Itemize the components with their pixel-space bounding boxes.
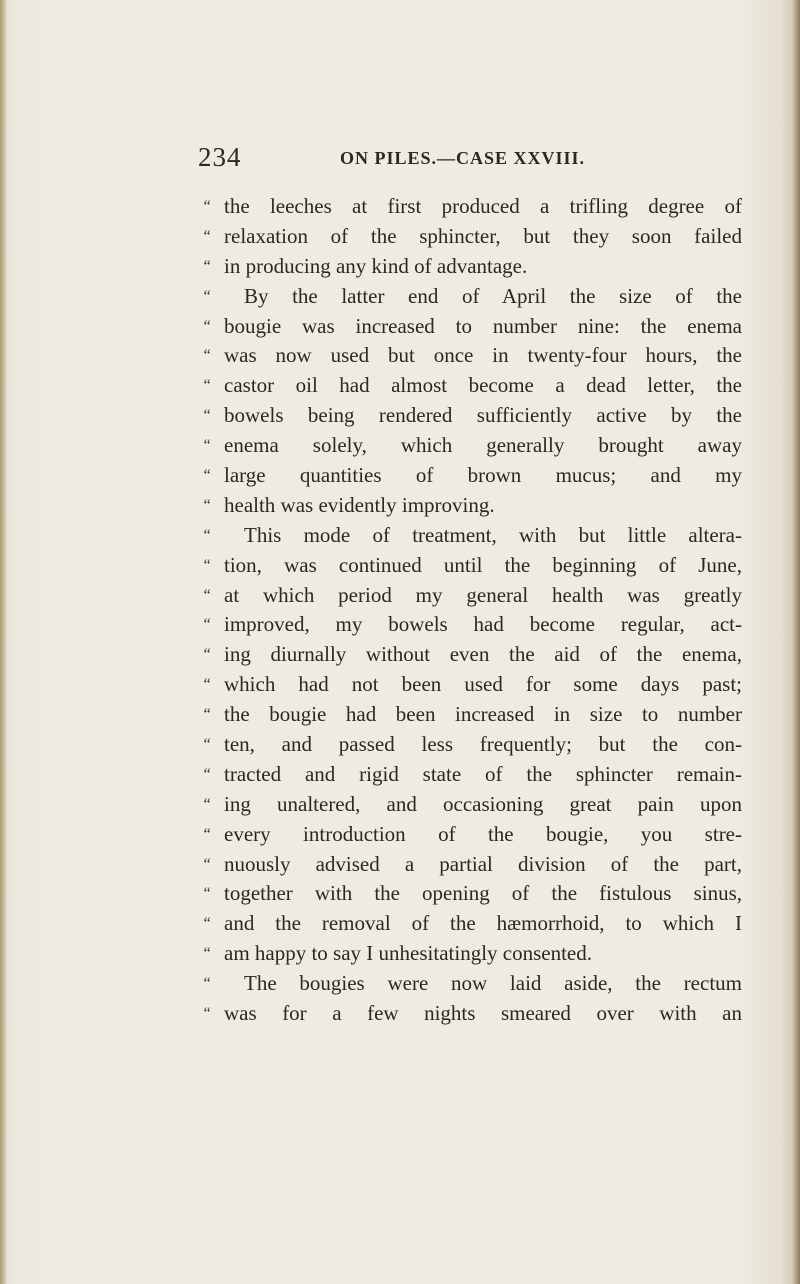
- quote-mark: “: [202, 377, 211, 395]
- text-line: “ ing diurnally without even the aid of the enema,: [202, 640, 742, 670]
- body-text: [202, 192, 742, 1029]
- quote-mark: “: [202, 407, 211, 425]
- text-line: “ large quantities of brown mucus; and my: [202, 461, 742, 491]
- running-head: ON PILES.—CASE XXVIII.: [340, 148, 586, 168]
- text-line: “ together with the opening of the fistulous sinus,: [202, 879, 742, 909]
- quote-mark: “: [202, 616, 211, 634]
- text-line: “ bowels being rendered sufficiently active by the: [202, 401, 742, 431]
- text-line: “ castor oil had almost become a dead letter, the: [202, 371, 742, 401]
- page-left-edge: [0, 0, 6, 1284]
- text-line: “ tion, was continued until the beginning of June,: [202, 551, 742, 581]
- quote-mark: “: [202, 855, 211, 873]
- quote-mark: “: [202, 825, 211, 843]
- quote-mark: “: [202, 496, 211, 514]
- quote-mark: “: [202, 467, 211, 485]
- text-line: “ was now used but once in twenty-four hours, the: [202, 341, 742, 371]
- quote-mark: “: [202, 317, 211, 335]
- text-line: “ was for a few nights smeared over with an: [202, 999, 742, 1029]
- text-line: “ every introduction of the bougie, you stre-: [202, 820, 742, 850]
- text-line: “ The bougies were now laid aside, the rectum: [202, 969, 742, 999]
- quote-mark: “: [202, 706, 211, 724]
- text-line: “ ing unaltered, and occasioning great pain upon: [202, 790, 742, 820]
- text-line: “ at which period my general health was greatly: [202, 581, 742, 611]
- text-line: “ tracted and rigid state of the sphincter remain-: [202, 760, 742, 790]
- quote-mark: “: [202, 227, 211, 245]
- page-number: 234: [198, 142, 242, 172]
- text-line: “ am happy to say I unhesitatingly consented.: [202, 939, 742, 969]
- quote-mark: “: [202, 765, 211, 783]
- text-line: “ nuously advised a partial division of the part,: [202, 850, 742, 880]
- text-line: “ in producing any kind of advantage.: [202, 252, 742, 282]
- text-line: “ This mode of treatment, with but little altera-: [202, 521, 742, 551]
- text-line: “ enema solely, which generally brought away: [202, 431, 742, 461]
- quote-mark: “: [202, 676, 211, 694]
- quote-mark: “: [202, 347, 211, 365]
- text-line: “ and the removal of the hæmorrhoid, to which I: [202, 909, 742, 939]
- quote-mark: “: [202, 586, 211, 604]
- quote-mark: “: [202, 556, 211, 574]
- quote-mark: “: [202, 437, 211, 455]
- text-line: “ health was evidently improving.: [202, 491, 742, 521]
- text-line: “ which had not been used for some days past;: [202, 670, 742, 700]
- quote-mark: “: [202, 795, 211, 813]
- quote-mark: “: [202, 885, 211, 903]
- text-line: “ the leeches at first produced a trifling degree of: [202, 192, 742, 222]
- text-line: “ ten, and passed less frequently; but the con-: [202, 730, 742, 760]
- quote-mark: “: [202, 198, 211, 215]
- text-line: “ relaxation of the sphincter, but they soon failed: [202, 222, 742, 252]
- quote-mark: “: [202, 287, 211, 305]
- quote-mark: “: [202, 646, 211, 664]
- quote-mark: “: [202, 945, 211, 963]
- quote-mark: “: [202, 736, 211, 754]
- text-line: “ improved, my bowels had become regular, act-: [202, 610, 742, 640]
- quote-mark: “: [202, 1005, 211, 1023]
- page-right-edge: [792, 0, 800, 1284]
- quote-mark: “: [202, 975, 211, 993]
- text-line: “ the bougie had been increased in size to number: [202, 700, 742, 730]
- quote-mark: “: [202, 257, 211, 275]
- quote-mark: “: [202, 915, 211, 933]
- text-line: “ bougie was increased to number nine: the enema: [202, 312, 742, 342]
- page-header: [198, 142, 738, 176]
- quote-mark: “: [202, 526, 211, 544]
- text-line: “ By the latter end of April the size of the: [202, 282, 742, 312]
